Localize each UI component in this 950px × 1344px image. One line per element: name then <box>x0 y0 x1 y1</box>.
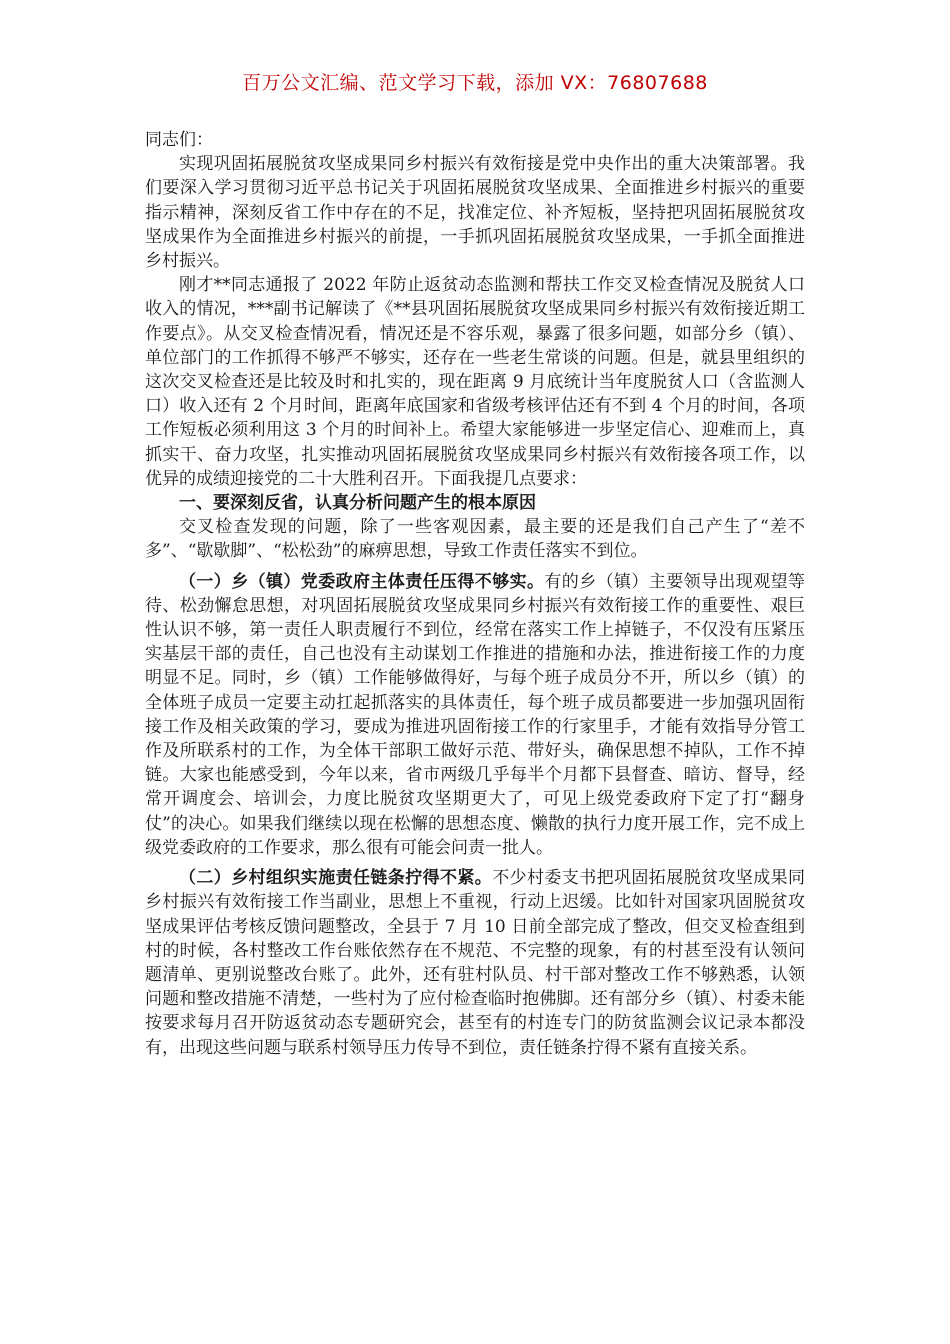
salutation: 同志们： <box>145 130 213 150</box>
document-body <box>145 128 805 1060</box>
subsection-2-body: 不少村委支书把巩固拓展脱贫攻坚成果同乡村振兴有效衔接工作当副业，思想上不重视，行动上迟缓。比如针对国家巩固脱贫攻坚成果评估考核反馈问题整改，全县于 7 月 10 日前全部完成了整改，但交叉检查组到村的时候，各村整改工作台账依然存在不规范、不完整的现象，有的村甚至没有认领问题清单、更别说整改台账了。此外，还有驻村队员、村干部对整改工作不够熟悉，认领问题和整改措施不清楚，一些村为了应付检查临时抱佛脚。还有部分乡（镇）、村委未能按要求每月召开防返贫动态专题研究会，甚至有的村连专门的防贫监测会议记录本都没有，出现这些问题与联系村领导压力传导不到位，责任链条拧得不紧有直接关系。 <box>145 868 806 1058</box>
subsection-1-title: （一）乡（镇）党委政府主体责任压得不够实。 <box>179 571 545 592</box>
paragraph-intro: 实现巩固拓展脱贫攻坚成果同乡村振兴有效衔接是党中央作出的重大决策部署。我们要深入学习贯彻习近平总书记关于巩固拓展脱贫攻坚成果、全面推进乡村振兴的重要指示精神，深刻反省工作中存在的不足，找准定位、补齐短板，坚持把巩固拓展脱贫攻坚成果作为全面推进乡村振兴的前提，一手抓巩固拓展脱贫攻坚成果，一手抓全面推进乡村振兴。 <box>145 154 805 272</box>
subsection-2 <box>145 866 805 1060</box>
subsection-1 <box>145 570 805 860</box>
paragraph-inspection-report: 刚才**同志通报了 2022 年防止返贫动态监测和帮扶工作交叉检查情况及脱贫人口收入的情况，***副书记解读了《**县巩固拓展脱贫攻坚成果同乡村振兴有效衔接近期工作要点》。从交叉检查情况看，情况还是不容乐观，暴露了很多问题，如部分乡（镇）、单位部门的工作抓得不够严不够实，还存在一些老生常谈的问题。但是，就县里组织的这次交叉检查还是比较及时和扎实的，现在距离 9 月底统计当年度脱贫人口（含监测人口）收入还有 2 个月时间，距离年底国家和省级考核评估还有不到 4 个月的时间，各项工作短板必须利用这 3 个月的时间补上。希望大家能够进一步坚定信心、迎难而上，真抓实干、奋力攻坚，扎实推动巩固拓展脱贫攻坚成果同乡村振兴有效衔接各项工作，以优异的成绩迎接党的二十大胜利召开。下面我提几点要求： <box>145 275 805 489</box>
section-heading-1: 一、要深刻反省，认真分析问题产生的根本原因 <box>179 493 536 514</box>
subsection-1-body: 有的乡（镇）主要领导出现观望等待、松劲懈怠思想，对巩固拓展脱贫攻坚成果同乡村振兴有效衔接工作的重要性、艰巨性认识不够，第一责任人职责履行不到位，经常在落实工作上掉链子，不仅没有压紧压实基层干部的责任，自己也没有主动谋划工作推进的措施和办法，推进衔接工作的力度明显不足。同时，乡（镇）工作能够做得好，与每个班子成员分不开，所以乡（镇）的全体班子成员一定要主动扛起抓落实的具体责任，每个班子成员都要进一步加强巩固衔接工作及相关政策的学习，要成为推进巩固衔接工作的行家里手，才能有效指导分管工作及所联系村的工作，为全体干部职工做好示范、带好头，确保思想不掉队，工作不掉链。大家也能感受到，今年以来，省市两级几乎每半个月都下县督查、暗访、督导，经常开调度会、培训会，力度比脱贫攻坚期更大了，可见上级党委政府下定了打“翻身仗”的决心。如果我们继续以现在松懈的思想态度、懒散的执行力度开展工作，完不成上级党委政府的工作要求，那么很有可能会问责一批人。 <box>145 571 806 858</box>
subsection-2-title: （二）乡村组织实施责任链条拧得不紧。 <box>179 868 493 889</box>
paragraph-root-cause: 交叉检查发现的问题，除了一些客观因素，最主要的还是我们自己产生了“差不多”、“歇歇脚”、“松松劲”的麻痹思想，导致工作责任落实不到位。 <box>145 517 805 562</box>
download-banner: 百万公文汇编、范文学习下载，添加 VX：76807688 <box>242 72 708 94</box>
